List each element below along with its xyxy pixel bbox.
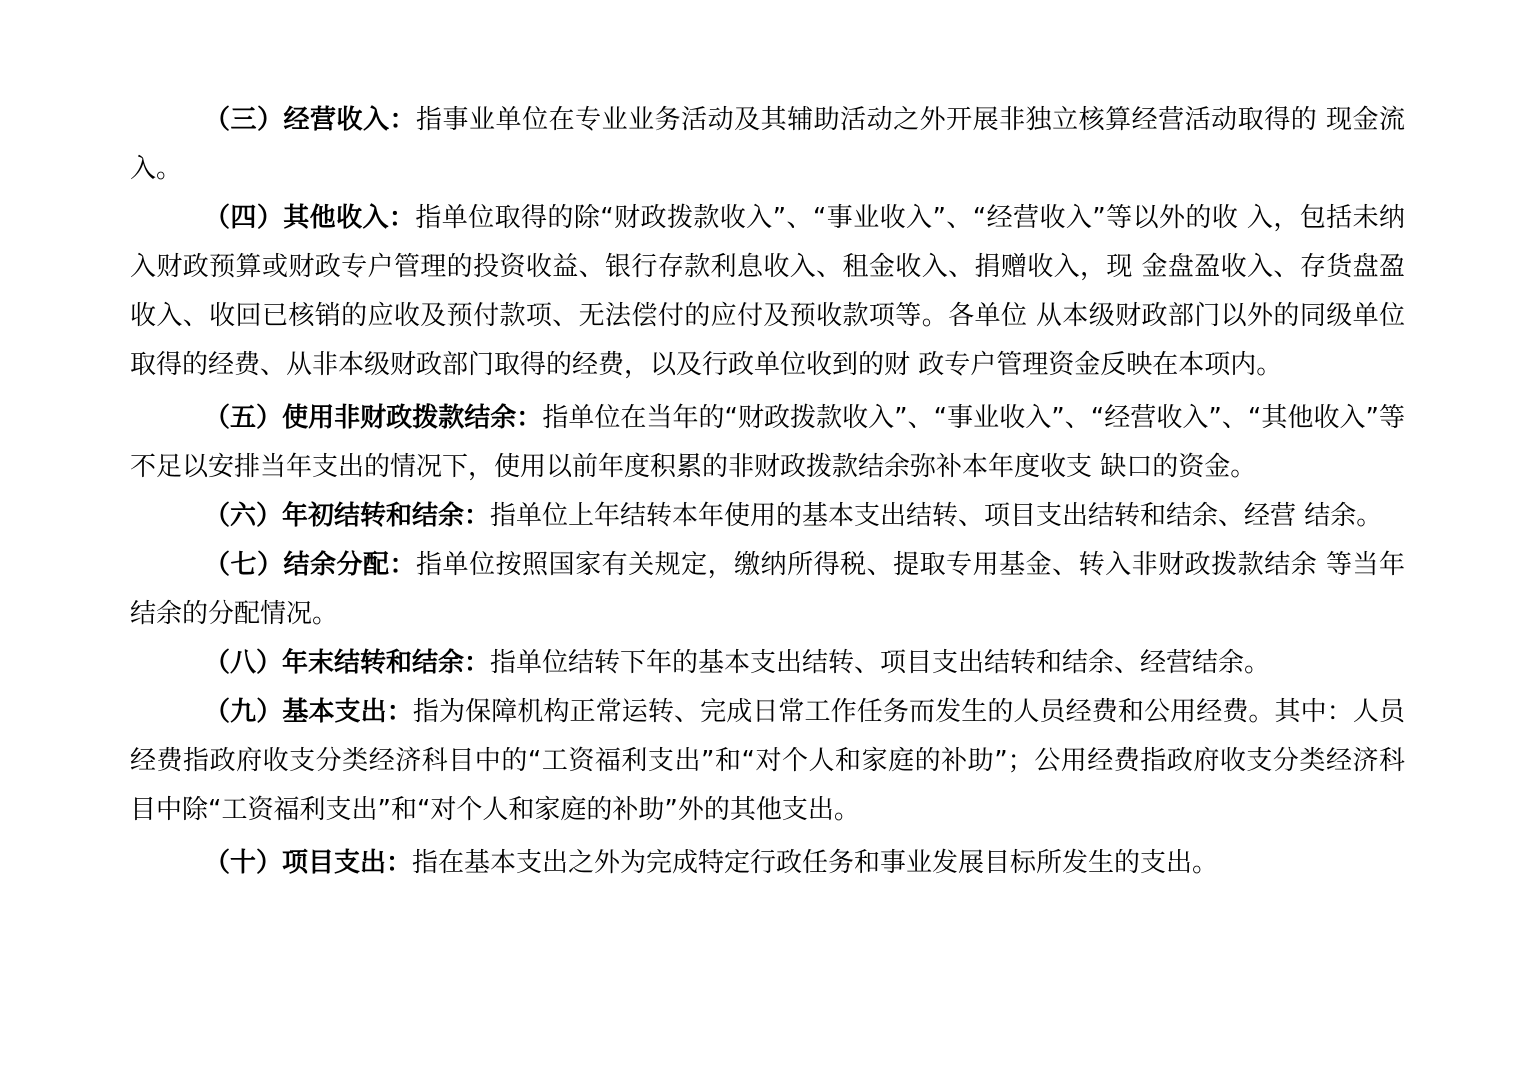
paragraph-operating-income [130,96,1405,194]
term-label: （三）经营收入： [204,105,417,135]
paragraph-opening-carryover [130,492,1405,541]
paragraph-other-income [130,194,1405,390]
term-label: （十）项目支出： [204,848,413,878]
paragraph-basic-expenditure [130,688,1405,835]
paragraph-project-expenditure [130,839,1405,888]
term-definition: 指单位在当年的“财政拨款收入”、“事业收入”、“经营收入”、“其他收入”等不足以安排当年支出的情况下，使用以前年度积累的非财政拨款结余弥补本年度收支 缺口的资金。 [130,403,1405,482]
term-definition: 指单位按照国家有关规定，缴纳所得税、提取专用基金、转入非财政拨款结余 等当年结余的分配情况。 [130,550,1405,629]
paragraph-closing-carryover [130,639,1405,688]
term-definition: 指单位结转下年的基本支出结转、项目支出结转和结余、经营结余。 [490,648,1271,678]
term-label: （五）使用非财政拨款结余： [204,403,543,433]
document-body [130,96,1405,888]
term-definition: 指单位上年结转本年使用的基本支出结转、项目支出结转和结余、经营 结余。 [490,501,1383,531]
term-definition: 指事业单位在专业业务活动及其辅助活动之外开展非独立核算经营活动取得的 现金流入。 [130,105,1405,184]
term-label: （六）年初结转和结余： [204,501,491,531]
term-label: （八）年末结转和结余： [204,648,491,678]
term-label: （七）结余分配： [204,550,417,580]
term-definition: 指在基本支出之外为完成特定行政任务和事业发展目标所发生的支出。 [412,848,1219,878]
term-label: （四）其他收入： [204,203,416,233]
term-definition: 指单位取得的除“财政拨款收入”、“事业收入”、“经营收入”等以外的收 入，包括未纳入财政预算或财政专户管理的投资收益、银行存款利息收入、租金收入、捐赠收入，现 金盘盈收入、存货盘盈收入、收回已核销的应收及预付款项、无法偿付的应付及预收款项等。各单位 从本级财政部门以外的同级单位取得的经费、从非本级财政部门取得的经费，以及行政单位收到的财 政专户管理资金反映在本项内。 [130,203,1405,380]
paragraph-surplus-distribution [130,541,1405,639]
term-label: （九）基本支出： [204,697,413,727]
term-definition: 指为保障机构正常运转、完成日常工作任务而发生的人员经费和公用经费。其中：人员经费指政府收支分类经济科目中的“工资福利支出”和“对个人和家庭的补助”；公用经费指政府收支分类经济科目中除“工资福利支出”和“对个人和家庭的补助”外的其他支出。 [130,697,1405,825]
paragraph-non-fiscal-surplus-use [130,394,1405,492]
